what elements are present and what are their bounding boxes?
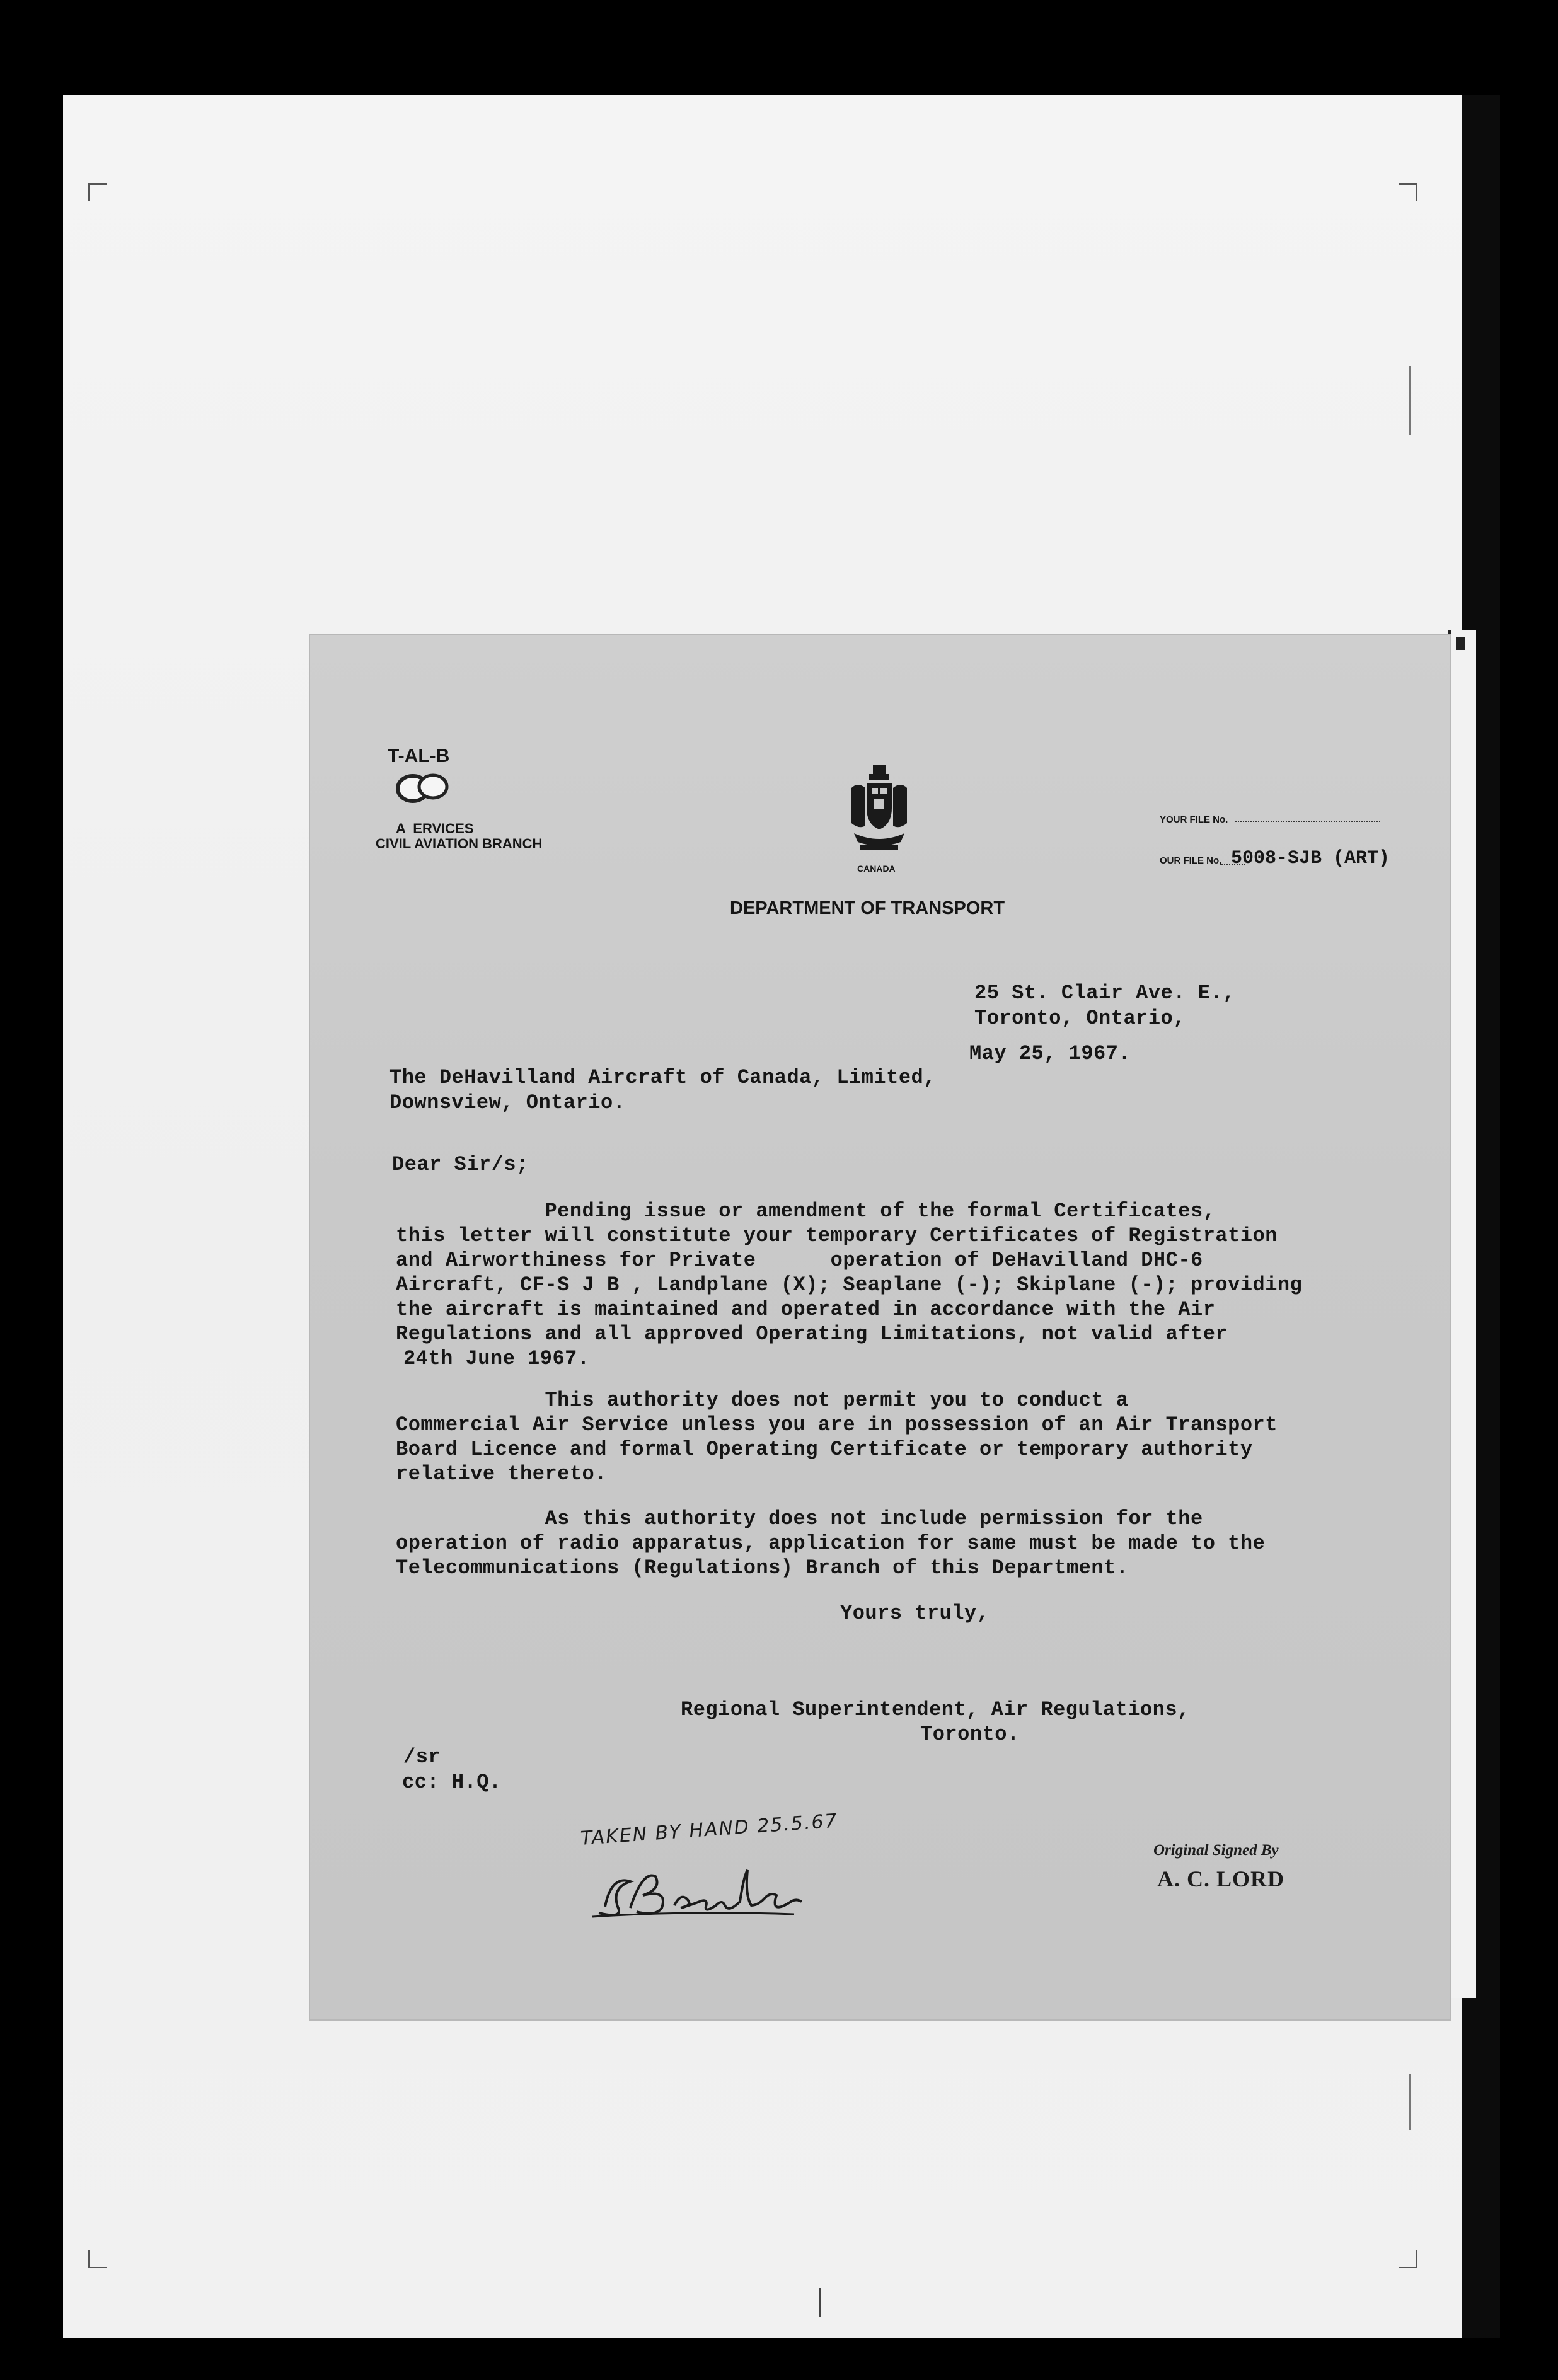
closing: Yours truly, [840, 1602, 990, 1625]
your-file-label: YOUR FILE No. [1160, 814, 1228, 825]
paragraph-line: this letter will constitute your temporary Certificates of Registration [396, 1224, 1278, 1247]
stamp-name: A. C. LORD [1157, 1866, 1285, 1892]
paragraph-line: 24th June 1967. [403, 1347, 590, 1370]
crop-mark [88, 183, 107, 201]
paragraph-line: Pending issue or amendment of the formal Certificates, [396, 1199, 1216, 1223]
coat-of-arms-icon [848, 763, 911, 856]
paragraph-line: the aircraft is maintained and operated in accordance with the Air [396, 1298, 1216, 1321]
your-file-line [1235, 821, 1380, 822]
signature-title-line: Toronto. [920, 1723, 1020, 1746]
edge-mark [1409, 366, 1411, 435]
branch-name: CIVIL AVIATION BRANCH [376, 836, 543, 852]
paragraph-line: As this authority does not include permission for the [396, 1507, 1203, 1530]
handwritten-signature [592, 1856, 857, 1926]
paragraph-line: and Airworthiness for Private operation of DeHavilland DHC-6 [396, 1249, 1203, 1272]
sender-address-line: 25 St. Clair Ave. E., [974, 981, 1235, 1005]
paragraph-line: Aircraft, CF-S J B , Landplane (X); Seaplane (-); Skiplane (-); providing [396, 1273, 1303, 1297]
department-title: DEPARTMENT OF TRANSPORT [730, 898, 1005, 918]
recipient-line: Downsview, Ontario. [390, 1091, 626, 1114]
salutation: Dear Sir/s; [392, 1153, 529, 1176]
letter-date: May 25, 1967. [969, 1042, 1131, 1065]
sheet-edge-behind [1448, 630, 1476, 1998]
cc-line: cc: H.Q. [402, 1771, 502, 1794]
stamp-text: Original Signed By [1153, 1842, 1279, 1859]
sender-address-line: Toronto, Ontario, [974, 1007, 1186, 1030]
paragraph-line: This authority does not permit you to conduct a [396, 1389, 1129, 1412]
paragraph-line: Regulations and all approved Operating Limitations, not valid after [396, 1322, 1228, 1346]
paragraph-line: Board Licence and formal Operating Certificate or temporary authority [396, 1438, 1253, 1461]
handwritten-note: TAKEN BY HAND 25.5.67 [580, 1810, 839, 1850]
our-file-value: 5008-SJB (ART) [1231, 848, 1390, 869]
punched-hole-icon [394, 768, 451, 807]
branch-name-top: A ERVICES [396, 821, 474, 836]
crop-mark [1399, 183, 1417, 201]
edge-mark [1409, 2074, 1411, 2130]
paragraph-line: Telecommunications (Regulations) Branch of this Department. [396, 1556, 1129, 1580]
crop-mark [88, 2250, 107, 2268]
reference-code: T-AL-B [388, 746, 450, 766]
signature-title-line: Regional Superintendent, Air Regulations, [681, 1698, 1190, 1721]
crop-mark [1399, 2250, 1417, 2268]
crest-caption: CANADA [857, 864, 896, 874]
paragraph-line: relative thereto. [396, 1462, 607, 1486]
recipient-line: The DeHavilland Aircraft of Canada, Limited, [390, 1066, 936, 1089]
our-file-label: OUR FILE No. [1160, 855, 1222, 866]
sheet-edge-mark [1456, 637, 1465, 650]
paragraph-line: Commercial Air Service unless you are in possession of an Air Transport [396, 1413, 1278, 1436]
typist-initials: /sr [403, 1745, 441, 1769]
edge-mark [819, 2288, 821, 2317]
paragraph-line: operation of radio apparatus, application for same must be made to the [396, 1532, 1266, 1555]
